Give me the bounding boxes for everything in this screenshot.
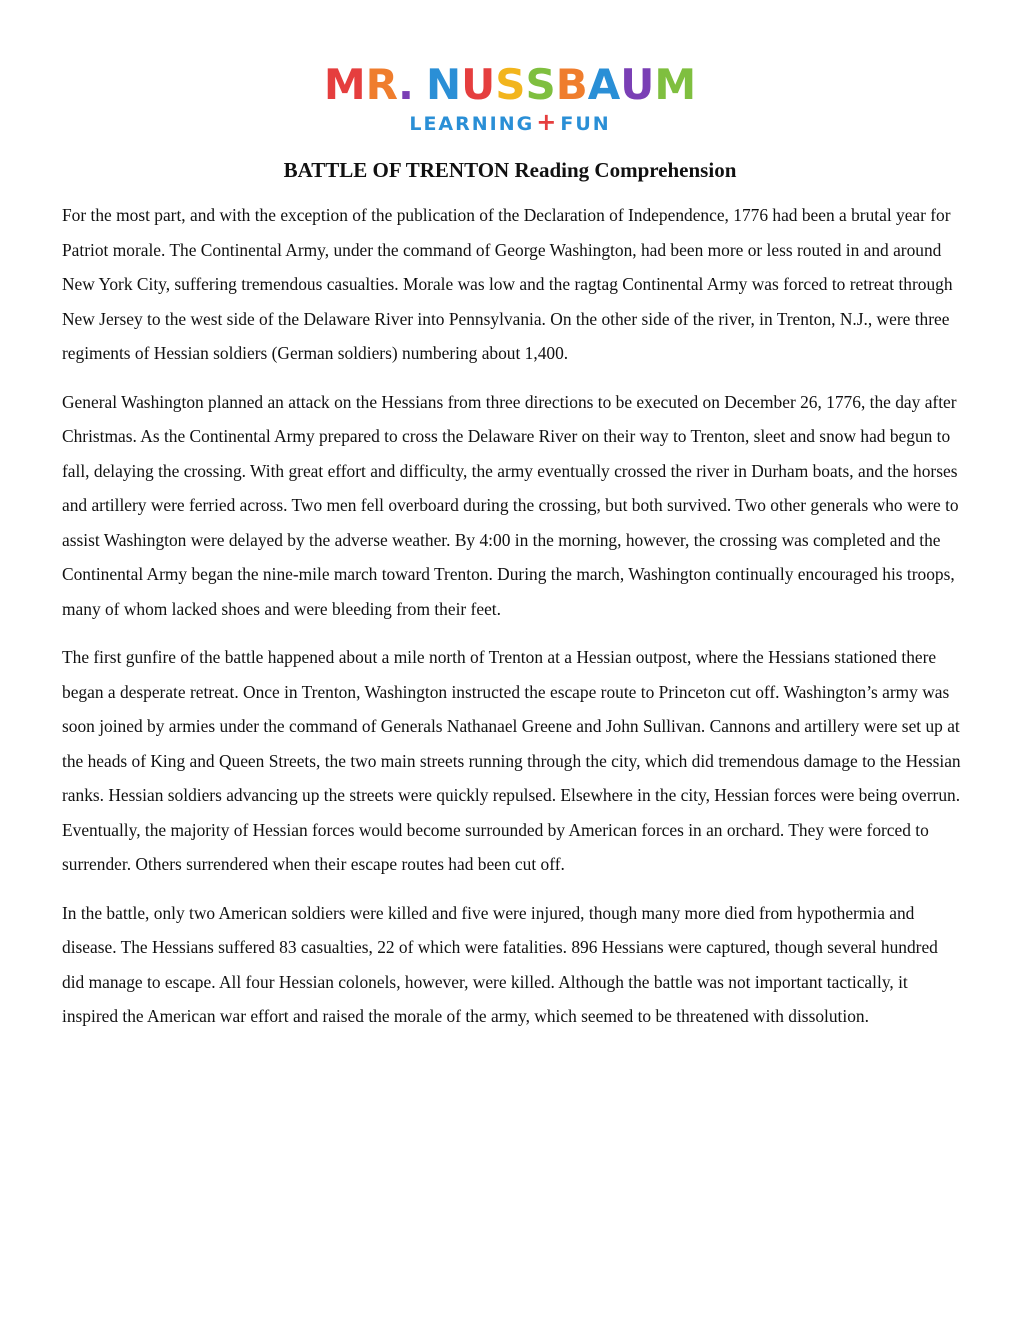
paragraph: The first gunfire of the battle happened about a mile north of Trenton at a Hessian outpost, where the Hessians stationed there began a desperate retreat. Once in Trenton, Washington instructed the escape route to Princeton cut off. Washington’s army was soon joined by armies under the command of Generals Nathanael Greene and John Sullivan. Cannons and artillery were set up at the heads of King and Queen Streets, the two main streets running through the city, which did tremendous damage to the Hessian ranks. Hessian soldiers advancing up the streets were quickly repulsed. Elsewhere in the city, Hessian forces were being overrun. Eventually, the majority of Hessian forces would become surrounded by American forces in an orchard. They were forced to surrender. Others surrendered when their escape routes had been cut off. — [62, 647, 961, 874]
logo-letter: R — [365, 60, 398, 109]
logo-tagline — [0, 110, 1020, 136]
logo-tagline-left: LEARNING — [409, 113, 535, 135]
logo-letter: U — [461, 60, 496, 109]
logo-letter: M — [654, 60, 697, 109]
reading-passage — [62, 198, 962, 1048]
logo-letter: M — [323, 60, 366, 109]
plus-icon: + — [536, 108, 559, 136]
logo-letter: S — [525, 60, 556, 109]
logo-letter: U — [620, 60, 655, 109]
logo-letter: B — [555, 60, 588, 109]
logo-letter: A — [587, 60, 621, 109]
logo-letter: S — [495, 60, 526, 109]
logo-letter: N — [425, 60, 462, 109]
paragraph: In the battle, only two American soldiers were killed and five were injured, though many more died from hypothermia and disease. The Hessians suffered 83 casualties, 22 of which were fatalities. 896 Hessians were captured, though several hundred did manage to escape. All four Hessian colonels, however, were killed. Although the battle was not important tactically, it inspired the American war effort and raised the morale of the army, which seemed to be threatened with dissolution. — [62, 902, 938, 1026]
page-title: BATTLE OF TRENTON Reading Comprehension — [283, 158, 737, 182]
logo — [0, 62, 1020, 136]
paragraph: For the most part, and with the exception of the publication of the Declaration of Independence, 1776 had been a brutal year for Patriot morale. The Continental Army, under the command of George Washington, had been more or less routed in and around New York City, suffering tremendous casualties. Morale was low and the ragtag Continental Army was forced to retreat through New Jersey to the west side of the Delaware River into Pennsylvania. On the other side of the river, in Trenton, N.J., were three regiments of Hessian soldiers (German soldiers) numbering about 1,400. — [62, 205, 953, 363]
logo-wordmark — [0, 62, 1020, 108]
logo-letter: . — [397, 60, 414, 109]
logo-tagline-right: FUN — [560, 113, 611, 135]
paragraph: General Washington planned an attack on the Hessians from three directions to be executed on December 26, 1776, the day after Christmas. As the Continental Army prepared to cross the Delaware River on their way to Trenton, sleet and snow had begun to fall, delaying the crossing. With great effort and difficulty, the army eventually crossed the river in Durham boats, and the horses and artillery were ferried across. Two men fell overboard during the crossing, but both survived. Two other generals who were to assist Washington were delayed by the adverse weather. By 4:00 in the morning, however, the crossing was completed and the Continental Army began the nine-mile march toward Trenton. During the march, Washington continually encouraged his troops, many of whom lacked shoes and were bleeding from their feet. — [62, 391, 959, 619]
